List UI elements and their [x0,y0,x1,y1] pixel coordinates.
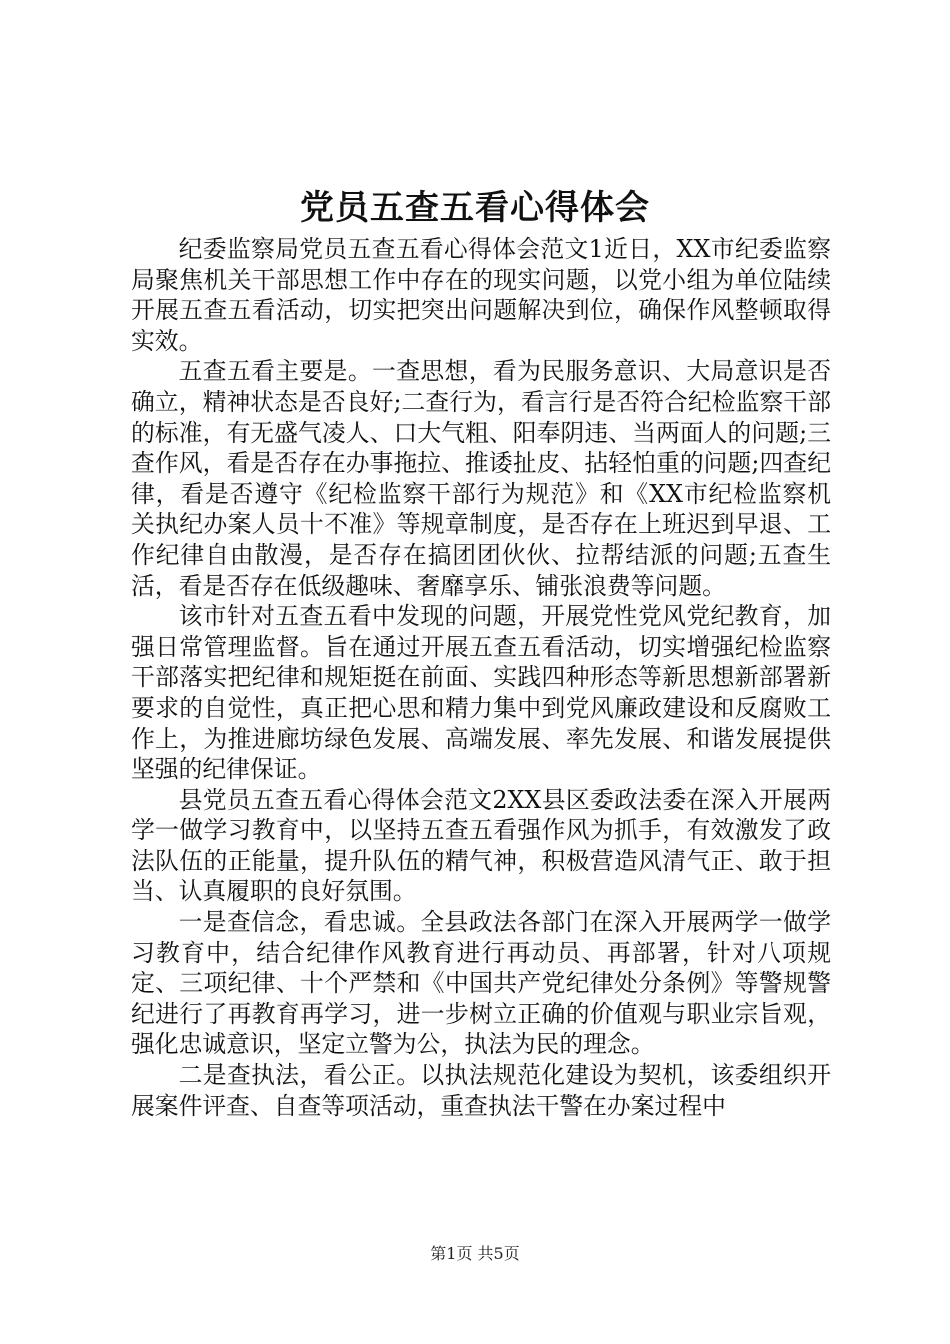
paragraph: 一是查信念，看忠诚。全县政法各部门在深入开展两学一做学习教育中，结合纪律作风教育进行再动员、再部署，针对八项规定、三项纪律、十个严禁和《中国共产党纪律处分条例》等警规警纪进行了再教育再学习，进一步树立正确的价值观与职业宗旨观，强化忠诚意识，坚定立警为公，执法为民的理念。 [131,908,831,1059]
document-title: 党员五查五看心得体会 [300,188,650,228]
paragraph: 纪委监察局党员五查五看心得体会范文1近日，XX市纪委监察局聚焦机关干部思想工作中存在的现实问题，以党小组为单位陆续开展五查五看活动，切实把突出问题解决到位，确保作风整顿取得实效。 [131,235,831,355]
page-indicator: 第1页 共5页 [430,1244,520,1263]
document-body [131,234,831,1121]
paragraph: 二是查执法，看公正。以执法规范化建设为契机，该委组织开展案件评查、自查等项活动，重查执法干警在办案过程中 [131,1061,831,1120]
page-footer [0,1244,950,1264]
paragraph: 县党员五查五看心得体会范文2XX县区委政法委在深入开展两学一做学习教育中，以坚持五查五看强作风为抓手，有效激发了政法队伍的正能量，提升队伍的精气神，积极营造风清气正、敢于担当、认真履职的良好氛围。 [131,785,831,906]
paragraph: 该市针对五查五看中发现的问题，开展党性党风党纪教育，加强日常管理监督。旨在通过开展五查五看活动，切实增强纪检监察干部落实把纪律和规矩挺在前面、实践四种形态等新思想新部署新要求的自觉性，真正把心思和精力集中到党风廉政建设和反腐败工作上，为推进廊坊绿色发展、高端发展、率先发展、和谐发展提供坚强的纪律保证。 [131,602,831,784]
paragraph: 五查五看主要是。一查思想，看为民服务意识、大局意识是否确立，精神状态是否良好;二查行为，看言行是否符合纪检监察干部的标准，有无盛气凌人、口大气粗、阳奉阴违、当两面人的问题;三查作风，看是否存在办事拖拉、推诿扯皮、拈轻怕重的问题;四查纪律，看是否遵守《纪检监察干部行为规范》和《XX市纪检监察机关执纪办案人员十不准》等规章制度，是否存在上班迟到早退、工作纪律自由散漫，是否存在搞团团伙伙、拉帮结派的问题;五查生活，看是否存在低级趣味、奢靡享乐、铺张浪费等问题。 [131,357,831,600]
